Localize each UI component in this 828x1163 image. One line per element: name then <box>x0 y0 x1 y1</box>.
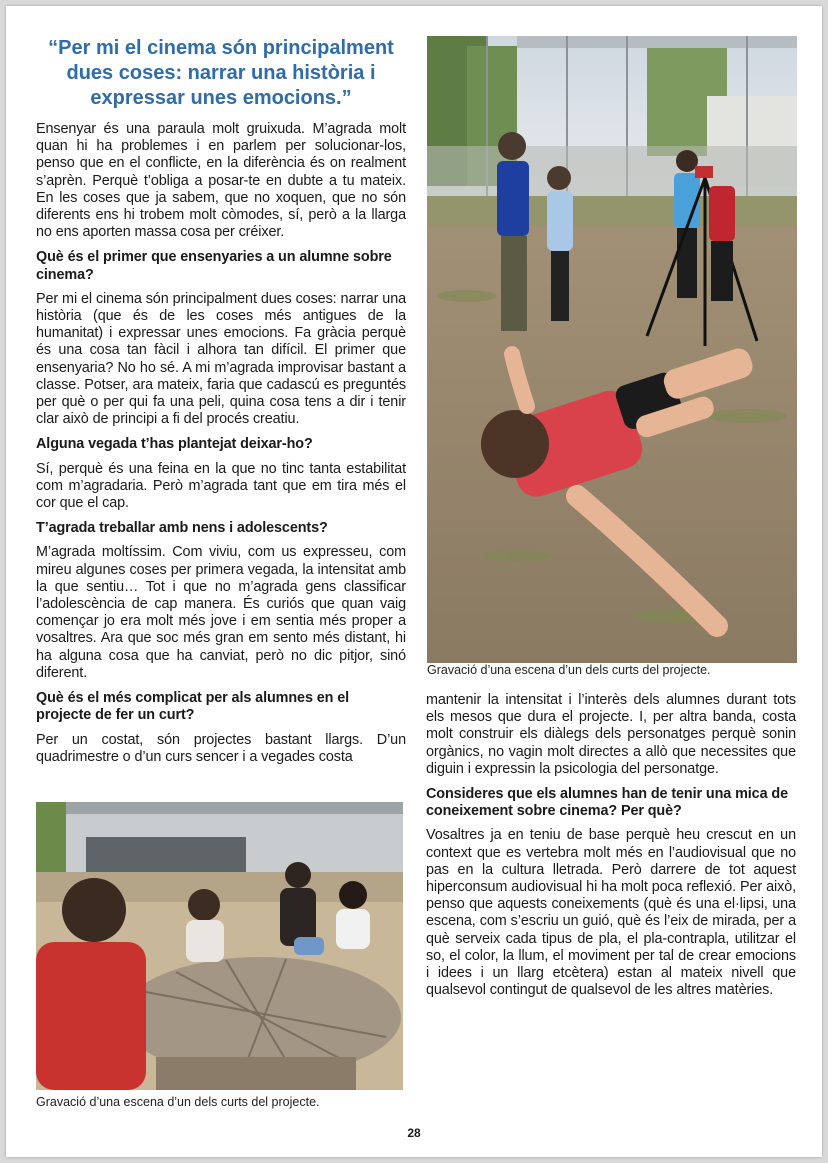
interview-question: Consideres que els alumnes han de tenir una mica de coneixement sobre cinema? Per què? <box>426 786 788 820</box>
paragraph: Vosaltres ja en teniu de base perquè heu crescut en un context que es vertebra molt més en l’audiovisual que no pas en la cultura lletrada. Però darrere de tot aquest hiperconsum audiovisual hi ha molt poca reflexió. Per això, penso que aquests coneixements (què és una el·lipsi, una escena, com s’escriu un guió, què és l’eix de mirada, per a què serveix cada tipus de pla, el pla-contrapla, utilitzar el so, el color, la llum, el moviment per tal de crear emocions i idees i un llarg etcètera) estan al mateix nivell que qualsevol contingut de qualsevol de les altres matèries. <box>426 827 796 999</box>
paragraph: Ensenyar és una paraula molt gruixuda. M’agrada molt quan hi ha problemes i en parlem per solucionar-los, penso que en el conflicte, en la diferència és on realment s’aprèn. Perquè t’obliga a posar-te en dubte a tu mateix. En les coses que ja sabem, que no xoquen, que no són diferents ens hi trobem molt còmodes, sí, però a la llarga no ens aporten massa cosa per créixer. <box>36 121 406 241</box>
right-column <box>426 692 796 1007</box>
photo-filming-scene-outdoor <box>427 36 797 663</box>
interview-question: Què és el primer que ensenyaries a un alumne sobre cinema? <box>36 249 392 283</box>
paragraph: mantenir la intensitat i l’interès dels alumnes durant tots els mesos que dura el projecte. I, per altra banda, costa molt construir els diàlegs dels personatges perquè sonin orgànics, no vagin molt directes a allò que necessites que diguin i expressin la psicologia del personatge. <box>426 692 796 777</box>
interview-question: T’agrada treballar amb nens i adolescents? <box>36 520 328 537</box>
interview-question: Què és el més complicat per als alumnes en el projecte de fer un curt? <box>36 690 350 724</box>
pull-quote: “Per mi el cinema són principalment dues coses: narrar una història i expressar unes emocions.” <box>48 37 394 109</box>
paragraph: Sí, perquè és una feina en la que no tinc tanta estabilitat com m’agradaria. Però m’agrada tant que em tira més el cor que el cap. <box>36 460 406 512</box>
interview-question: Alguna vegada t’has plantejat deixar-ho? <box>36 436 313 453</box>
page-number: 28 <box>407 1126 421 1140</box>
photo-caption: Gravació d’una escena d’un dels curts del projecte. <box>427 663 711 677</box>
paragraph: Per mi el cinema són principalment dues coses: narrar una història (que és de les coses més antigues de la humanitat) i expressar unes emocions. Fa gràcia perquè és una cosa tan fàcil i alhora tan difícil. El primer que ensenyaria? No ho sé. A mi m’agrada improvisar bastant a classe. Potser, ara mateix, faria que cadascú es preguntés per què o per qui fa una peli, quina cosa tens a dir i tenir clar això de principi a fi del procés creatiu. <box>36 290 406 428</box>
photo-illustration <box>427 36 797 663</box>
photo-caption: Gravació d’una escena d’un dels curts del projecte. <box>36 1095 320 1109</box>
photo-illustration <box>36 802 403 1090</box>
paragraph: Per un costat, són projectes bastant llargs. D’un quadrimestre o d’un curs sencer i a vegades costa <box>36 731 406 765</box>
left-column <box>36 36 406 774</box>
photo-filming-scene-table <box>36 802 403 1090</box>
paragraph: M’agrada moltíssim. Com viviu, com us expresseu, com mireu algunes coses per primera vegada, la intensitat amb la que sentiu… Tot i que no m’agrada gens classificar l’adolescència de cap manera. És curiós que quan vaig començar jo era molt més jove i em sentia més proper a vosaltres. Ara que soc més gran em sento més distant, hi ha alguna cosa que ha canviat, però no dic pitjor, sinó diferent. <box>36 544 406 681</box>
page <box>6 6 822 1157</box>
